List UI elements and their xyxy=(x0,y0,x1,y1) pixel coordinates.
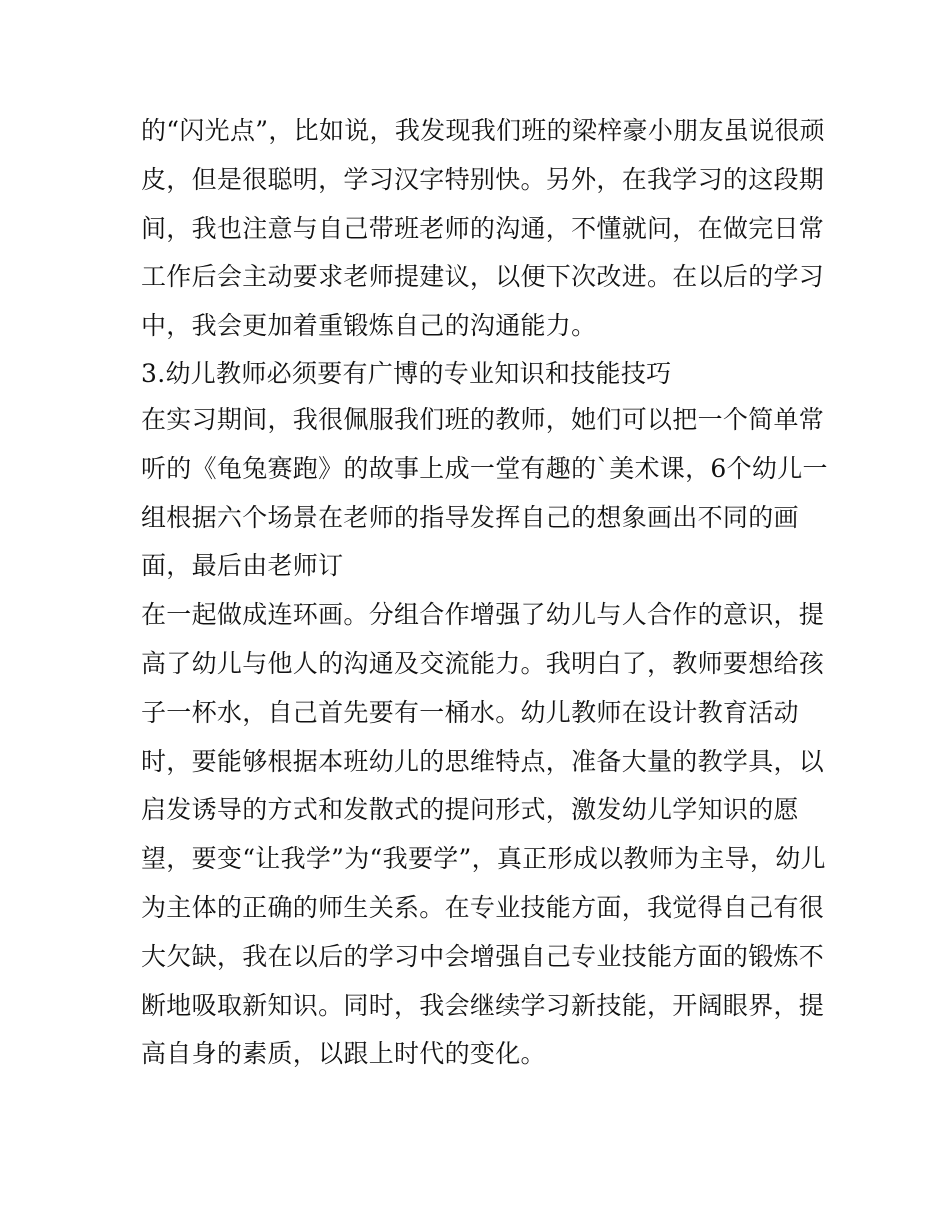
paragraph-line: 工作后会主动要求老师提建议，以便下次改进。在以后的学习 xyxy=(141,262,825,292)
paragraph-line: 的“闪光点”，比如说，我发现我们班的梁梓豪小朋友虽说很顽 xyxy=(141,116,825,145)
paragraph-line: 启发诱导的方式和发散式的提问形式，激发幼儿学知识的愿 xyxy=(141,795,799,825)
paragraph-line: 高了幼儿与他人的沟通及交流能力。我明白了，教师要想给孩 xyxy=(141,648,825,678)
paragraph-line: 中，我会更加着重锻炼自己的沟通能力。 xyxy=(141,311,597,341)
paragraph-line: 断地吸取新知识。同时，我会继续学习新技能，开阔眼界，提 xyxy=(141,990,825,1020)
paragraph-line: 组根据六个场景在老师的指导发挥自己的想象画出不同的画 xyxy=(141,502,799,532)
paragraph-line: 面，最后由老师订 xyxy=(141,551,344,581)
paragraph-line: 高自身的素质，以跟上时代的变化。 xyxy=(141,1039,546,1069)
paragraph-line: 子一杯水，自己首先要有一桶水。幼儿教师在设计教育活动 xyxy=(141,697,799,727)
document-body xyxy=(141,107,828,1079)
paragraph-line: 听的《龟兔赛跑》的故事上成一堂有趣的`美术课，6个幼儿一 xyxy=(141,453,828,483)
paragraph-line: 时，要能够根据本班幼儿的思维特点，准备大量的教学具，以 xyxy=(141,746,825,776)
section-heading: 3.幼儿教师必须要有广博的专业知识和技能技巧 xyxy=(141,358,672,388)
paragraph-line: 望，要变“让我学”为“我要学”，真正形成以教师为主导，幼儿 xyxy=(141,844,826,874)
paragraph-line: 皮，但是很聪明，学习汉字特别快。另外，在我学习的这段期 xyxy=(141,164,825,194)
paragraph-line: 为主体的正确的师生关系。在专业技能方面，我觉得自己有很 xyxy=(141,892,825,922)
paragraph-line: 间，我也注意与自己带班老师的沟通，不懂就问，在做完日常 xyxy=(141,213,825,243)
paragraph-line: 大欠缺，我在以后的学习中会增强自己专业技能方面的锻炼不 xyxy=(141,941,825,971)
paragraph-line: 在一起做成连环画。分组合作增强了幼儿与人合作的意识，提 xyxy=(141,600,825,630)
paragraph-line: 在实习期间，我很佩服我们班的教师，她们可以把一个简单常 xyxy=(141,404,825,434)
